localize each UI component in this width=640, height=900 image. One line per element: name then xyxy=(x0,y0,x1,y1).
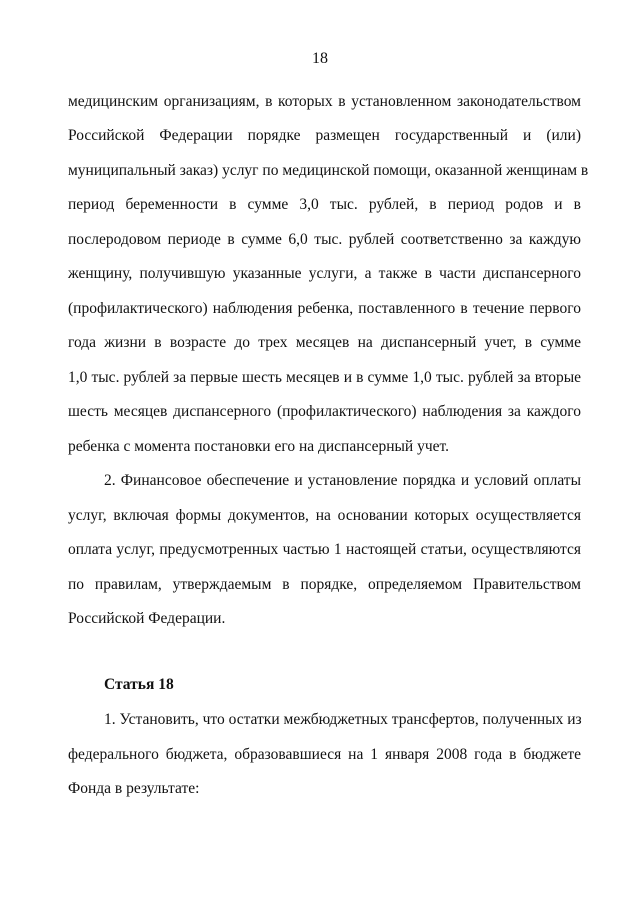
text-line: Российской Федерации порядке размещен государственный и (или) xyxy=(68,127,581,144)
text-line: услуг, включая формы документов, на основании которых осуществляется xyxy=(68,507,581,524)
article-heading: Статья 18 xyxy=(104,676,174,693)
text-line: года жизни в возрасте до трех месяцев на диспансерный учет, в сумме xyxy=(68,334,581,351)
text-line: период беременности в сумме 3,0 тыс. рублей, в период родов и в xyxy=(68,196,581,213)
page-number: 18 xyxy=(312,50,328,67)
text-line: 2. Финансовое обеспечение и установление порядка и условий оплаты xyxy=(104,472,581,489)
text-line: Российской Федерации. xyxy=(68,610,226,627)
text-line: федерального бюджета, образовавшиеся на 1 января 2008 года в бюджете xyxy=(68,746,581,763)
text-line: муниципальный заказ) услуг по медицинской помощи, оказанной женщинам в xyxy=(68,162,589,179)
text-line: шесть месяцев диспансерного (профилактического) наблюдения за каждого xyxy=(68,403,581,420)
text-line: медицинским организациям, в которых в установленном законодательством xyxy=(68,93,581,110)
text-line: послеродовом периоде в сумме 6,0 тыс. рублей соответственно за каждую xyxy=(68,231,581,248)
text-line: 1,0 тыс. рублей за первые шесть месяцев и в сумме 1,0 тыс. рублей за вторые xyxy=(68,369,581,386)
text-line: ребенка с момента постановки его на диспансерный учет. xyxy=(68,438,450,455)
text-line: по правилам, утверждаемым в порядке, определяемом Правительством xyxy=(68,576,581,593)
text-line: женщину, получившую указанные услуги, а также в части диспансерного xyxy=(68,265,581,282)
text-line: 1. Установить, что остатки межбюджетных трансфертов, полученных из xyxy=(104,711,582,728)
text-line: оплата услуг, предусмотренных частью 1 настоящей статьи, осуществляются xyxy=(68,541,581,558)
text-line: Фонда в результате: xyxy=(68,780,200,797)
text-line: (профилактического) наблюдения ребенка, поставленного в течение первого xyxy=(68,300,581,317)
